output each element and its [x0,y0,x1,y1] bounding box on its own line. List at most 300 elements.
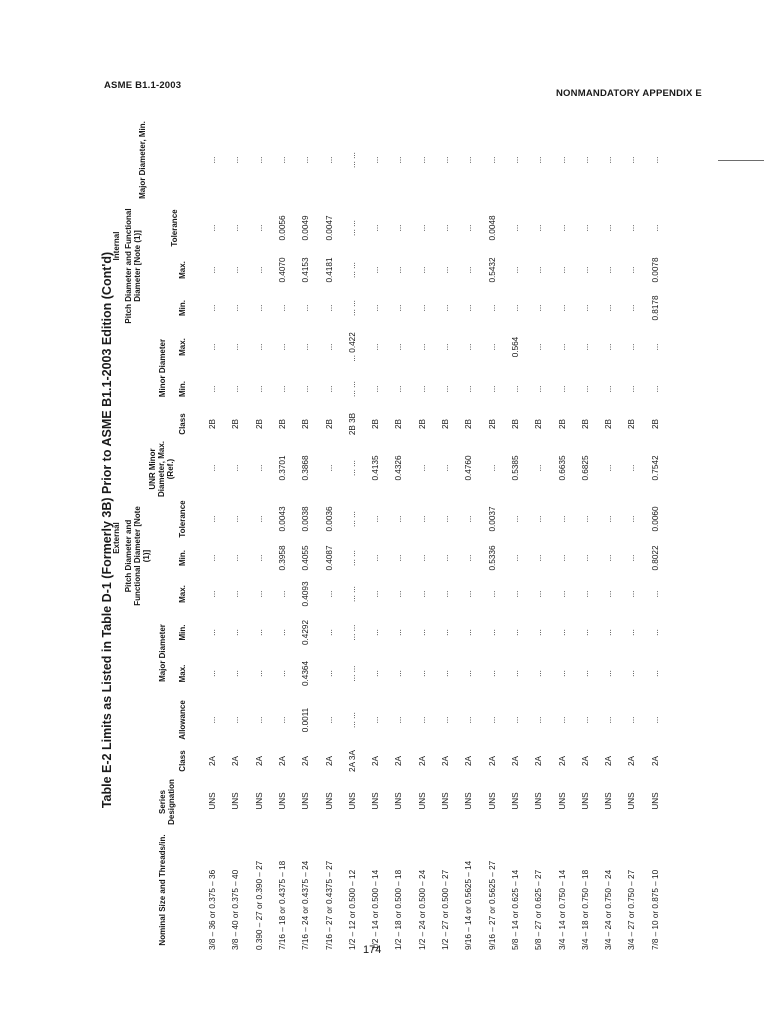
cell-epd-tol: 0.0036 [324,506,334,532]
cell-epd-max: 0.4093 [301,581,311,607]
cell-emaj-max: ... [580,670,590,677]
cell-imin-max: ... [277,343,287,351]
cell-ipd-max: ... [441,266,450,274]
cell-cls: 2A 3A [347,750,357,772]
cell-icls: 2B [534,419,544,430]
cell-imin-max: ... [580,343,590,351]
cell-nominal: 7/8 – 10 or 0.875 – 10 [650,869,660,950]
sub-int-minor-max: Max. [178,338,187,356]
cell-epd-max: ... [394,590,404,598]
cell-imin-min: ... ... [347,381,357,397]
sub-int-pd-max: Max. [178,261,187,279]
cell-imaj-min: ... [464,156,474,164]
cell-epd-min: ... [231,554,241,562]
page-number: 174 [363,944,382,956]
cell-epd-tol: ... [371,515,381,523]
document-header-right: NONMANDATORY APPENDIX E [556,88,702,99]
cell-icls: 2B [464,419,474,430]
cell-icls: 2B [580,419,590,430]
cell-imin-max: ... [557,343,567,351]
margin-rule [718,160,764,161]
cell-cls: 2A [301,756,311,767]
cell-unr: 0.3701 [277,455,287,481]
cell-series: UNS [254,792,264,810]
cell-epd-min: ... [441,554,450,562]
cell-allow: ... [604,716,614,724]
cell-epd-max: ... [464,590,474,598]
cell-series: UNS [464,792,474,810]
cell-epd-tol: ... [557,515,567,523]
cell-allow: ... [464,716,474,724]
cell-cls: 2A [464,756,474,767]
cell-allow: 0.0011 [301,707,311,733]
cell-nominal: 9/16 – 14 or 0.5625 – 14 [464,860,474,950]
cell-cls: 2A [441,756,450,767]
cell-emaj-max: 0.4364 [301,660,311,687]
cell-ipd-max: ... ... [347,262,357,278]
cell-ipd-max: ... [394,266,404,274]
cell-epd-min: ... [557,554,567,562]
cell-allow: ... [394,716,404,724]
cell-icls: 2B [487,419,497,430]
cell-epd-max: ... [254,590,264,598]
cell-epd-min: ... ... [347,550,357,566]
cell-imin-min: ... [604,385,614,393]
cell-unr: ... [487,464,497,472]
cell-ipd-tol: 0.0047 [324,215,334,241]
cell-imaj-min: ... [487,156,497,164]
cell-nominal: 3/4 – 24 or 0.750 – 24 [604,869,614,950]
cell-ipd-max: ... [604,266,614,274]
cell-emaj-max: ... [417,670,427,677]
cell-emaj-min: ... [464,629,474,636]
cell-imaj-min: ... [301,156,311,164]
cell-allow: ... [417,716,427,724]
cell-unr: 0.5385 [510,455,520,481]
header-series: Series Designation [158,779,176,825]
cell-ipd-max: ... [371,266,381,274]
cell-allow: ... [231,716,241,724]
cell-ipd-tol: ... [510,224,520,232]
cell-imin-max: ... [604,343,614,351]
cell-unr: 0.4760 [464,455,474,481]
cell-cls: 2A [604,756,614,767]
cell-ipd-tol: ... [650,224,660,232]
cell-cls: 2A [487,756,497,767]
cell-imaj-min: ... [534,156,544,164]
cell-imin-min: ... [441,385,450,393]
cell-emaj-max: ... [510,670,520,677]
cell-cls: 2A [534,756,544,767]
cell-nominal: 1/2 – 18 or 0.500 – 18 [394,869,404,950]
cell-epd-min: ... [510,554,520,562]
cell-imin-max: ... [208,343,217,351]
cell-series: UNS [301,792,311,810]
cell-cls: 2A [557,756,567,767]
cell-emaj-min: ... [627,629,637,636]
cell-unr: ... [417,464,427,472]
cell-epd-tol: ... [231,515,241,523]
cell-epd-max: ... [231,590,241,598]
cell-emaj-min: ... [231,629,241,636]
cell-series: UNS [208,792,217,810]
cell-imin-min: ... [277,385,287,393]
cell-epd-tol: 0.0043 [277,506,287,532]
cell-allow: ... [557,716,567,724]
header-external: External [112,522,121,554]
cell-series: UNS [371,792,381,810]
cell-series: UNS [347,792,357,810]
cell-ipd-min: ... [464,304,474,312]
cell-icls: 2B [371,419,381,430]
header-internal: Internal [112,231,121,261]
cell-ipd-max: ... [557,266,567,274]
cell-ipd-tol: 0.0049 [301,215,311,241]
cell-epd-tol: ... ... [347,511,357,527]
cell-epd-min: ... [464,554,474,562]
cell-emaj-max: ... [650,670,660,677]
cell-nominal: 9/16 – 27 or 0.5625 – 27 [487,860,497,950]
header-class: Class [178,750,187,772]
cell-emaj-max: ... [324,670,334,677]
cell-emaj-min: ... [580,629,590,636]
cell-epd-tol: 0.0060 [650,506,660,532]
cell-emaj-min: ... [371,629,381,636]
cell-ipd-max: ... [231,266,241,274]
cell-imin-max: ... [301,343,311,351]
cell-cls: 2A [580,756,590,767]
cell-icls: 2B 3B [347,412,357,436]
cell-series: UNS [510,792,520,810]
cell-emaj-max: ... [371,670,381,677]
cell-emaj-max: ... [394,670,404,677]
table-title: Table E-2 Limits as Listed in Table D-1 (Formerly 3B) Prior to ASME B1.1-2003 Edition (Cont'd) [100,251,114,809]
cell-emaj-max: ... [231,670,241,677]
cell-nominal: 3/4 – 27 or 0.750 – 27 [627,869,637,950]
cell-imin-max: ... [487,343,497,351]
cell-epd-max: ... [510,590,520,598]
header-unr-minor: UNR Minor Diameter, Max. (Ref.) [148,440,175,498]
cell-epd-min: 0.5336 [487,545,497,571]
cell-emaj-min: ... [534,629,544,636]
cell-ipd-min: ... [557,304,567,312]
cell-ipd-min: ... [510,304,520,312]
cell-imin-max: ... [650,343,660,351]
cell-allow: ... [580,716,590,724]
cell-unr: 0.4135 [371,455,381,481]
cell-icls: 2B [417,419,427,430]
cell-ipd-min: ... [277,304,287,312]
cell-imaj-min: ... [604,156,614,164]
cell-cls: 2A [371,756,381,767]
cell-epd-max: ... [277,590,287,598]
cell-icls: 2B [324,419,334,430]
cell-epd-max: ... [627,590,637,598]
cell-unr: 0.3868 [301,455,311,481]
cell-epd-min: 0.3958 [277,545,287,571]
cell-imin-max: ... [441,343,450,351]
cell-unr: ... [441,464,450,472]
cell-ipd-tol: ... [254,224,264,232]
cell-epd-tol: ... [417,515,427,523]
cell-imin-max: ... 0.422 [347,332,357,362]
cell-allow: ... [277,716,287,724]
cell-allow: ... ... [347,712,357,728]
cell-emaj-max: ... [534,670,544,677]
cell-ipd-min: ... [208,304,217,312]
cell-cls: 2A [394,756,404,767]
cell-imin-max: ... [464,343,474,351]
cell-ipd-tol: ... [441,224,450,232]
cell-imin-min: ... [417,385,427,393]
cell-nominal: 1/2 – 27 or 0.500 – 27 [441,869,450,950]
cell-imin-min: ... [534,385,544,393]
cell-series: UNS [417,792,427,810]
cell-ipd-tol: 0.0048 [487,215,497,241]
cell-ipd-tol: ... [534,224,544,232]
cell-emaj-min: ... [417,629,427,636]
cell-emaj-min: ... [324,629,334,636]
cell-imin-min: ... [627,385,637,393]
cell-ipd-tol: ... [394,224,404,232]
cell-ipd-min: ... [394,304,404,312]
header-int-class: Class [178,413,187,435]
cell-ipd-tol: ... [208,224,217,232]
cell-nominal: 5/8 – 27 or 0.625 – 27 [534,869,544,950]
cell-ipd-tol: ... [557,224,567,232]
cell-ipd-min: ... [417,304,427,312]
cell-cls: 2A [231,756,241,767]
cell-icls: 2B [441,419,450,430]
cell-ipd-min: ... [604,304,614,312]
cell-series: UNS [627,792,637,810]
cell-imin-min: ... [324,385,334,393]
cell-ipd-max: 0.4070 [277,257,287,283]
cell-nominal: 1/2 – 24 or 0.500 – 24 [417,869,427,950]
cell-ipd-min: ... [580,304,590,312]
sub-int-minor-min: Min. [178,381,187,397]
cell-epd-tol: ... [604,515,614,523]
cell-ipd-max: ... [627,266,637,274]
cell-epd-tol: ... [208,515,217,523]
cell-imin-min: ... [487,385,497,393]
cell-epd-max: ... [580,590,590,598]
cell-epd-tol: ... [534,515,544,523]
cell-ipd-min: ... [441,304,450,312]
sub-ext-pd-min: Min. [178,550,187,566]
cell-emaj-min: ... [441,629,450,636]
cell-icls: 2B [254,419,264,430]
cell-epd-max: ... [534,590,544,598]
cell-unr: 0.6825 [580,455,590,481]
cell-epd-max: ... [324,590,334,598]
cell-ipd-min: ... [231,304,241,312]
cell-ipd-max: ... [534,266,544,274]
cell-series: UNS [277,792,287,810]
cell-emaj-min: ... [487,629,497,636]
cell-imin-min: ... [394,385,404,393]
cell-emaj-max: ... [254,670,264,677]
cell-ipd-tol: ... [580,224,590,232]
cell-cls: 2A [277,756,287,767]
cell-imaj-min: ... [208,156,217,164]
cell-icls: 2B [231,419,241,430]
cell-unr: ... [604,464,614,472]
cell-series: UNS [441,792,450,810]
cell-ipd-tol: ... [231,224,241,232]
cell-epd-tol: ... [510,515,520,523]
cell-epd-min: 0.4055 [301,545,311,571]
cell-imin-max: ... [534,343,544,351]
cell-nominal: 3/4 – 18 or 0.750 – 18 [580,869,590,950]
cell-allow: ... [627,716,637,724]
cell-imaj-min: ... [557,156,567,164]
cell-imaj-min: ... [394,156,404,164]
cell-ipd-min: ... [627,304,637,312]
cell-imaj-min: ... [510,156,520,164]
header-nominal-size: Nominal Size and Threads/in. [158,834,167,946]
cell-ipd-max: ... [580,266,590,274]
cell-unr: 0.4326 [394,455,404,481]
cell-icls: 2B [277,419,287,430]
cell-emaj-max: ... [557,670,567,677]
cell-series: UNS [557,792,567,810]
cell-ipd-max: 0.0078 [650,257,660,283]
cell-allow: ... [510,716,520,724]
cell-icls: 2B [301,419,311,430]
cell-emaj-min: ... [394,629,404,636]
cell-epd-max: ... [371,590,381,598]
cell-epd-tol: ... [627,515,637,523]
cell-epd-tol: ... [394,515,404,523]
cell-unr: 0.7542 [650,455,660,481]
cell-unr: ... [627,464,637,472]
cell-nominal: 7/16 – 24 or 0.4375 – 24 [301,860,311,950]
cell-nominal: 1/2 – 12 or 0.500 – 12 [347,869,357,950]
cell-series: UNS [324,792,334,810]
cell-unr: ... [534,464,544,472]
cell-imin-min: ... [510,385,520,393]
sub-ext-pd-max: Max. [178,585,187,603]
cell-imin-max: ... [371,343,381,351]
cell-epd-min: ... [417,554,427,562]
cell-ipd-tol: ... [371,224,381,232]
cell-epd-tol: 0.0037 [487,506,497,532]
cell-nominal: 3/8 – 40 or 0.375 – 40 [231,869,241,950]
cell-icls: 2B [604,419,614,430]
cell-nominal: 5/8 – 14 or 0.625 – 14 [510,869,520,950]
cell-epd-min: ... [394,554,404,562]
cell-emaj-max: ... [441,670,450,677]
rotated-table [100,110,686,950]
cell-imin-max: ... [627,343,637,351]
cell-epd-tol: ... [464,515,474,523]
cell-emaj-max: ... [277,670,287,677]
cell-imaj-min: ... [371,156,381,164]
cell-imin-min: ... [254,385,264,393]
cell-allow: ... [371,716,381,724]
cell-epd-min: 0.4087 [324,545,334,571]
cell-unr: 0.6635 [557,455,567,481]
sub-ext-pd-tol: Tolerance [178,500,187,538]
cell-epd-max: ... ... [347,586,357,602]
cell-icls: 2B [650,419,660,430]
cell-nominal: 0.390 – 27 or 0.390 – 27 [254,860,264,950]
cell-unr: ... [254,464,264,472]
cell-epd-min: ... [534,554,544,562]
header-ext-pitch-diameter: Pitch Diameter and Functional Diameter [Note (1)] [124,506,151,606]
cell-nominal: 3/4 – 14 or 0.750 – 14 [557,869,567,950]
cell-epd-min: ... [208,554,217,562]
cell-emaj-min: ... [650,629,660,636]
cell-imin-min: ... [208,385,217,393]
cell-allow: ... [254,716,264,724]
cell-imaj-min: ... [277,156,287,164]
cell-imin-min: ... [231,385,241,393]
cell-ipd-tol: ... [627,224,637,232]
cell-emaj-max: ... [464,670,474,677]
cell-epd-max: ... [487,590,497,598]
cell-emaj-min: ... [557,629,567,636]
cell-emaj-max: ... [604,670,614,677]
cell-emaj-min: ... ... [347,624,357,641]
cell-unr: ... [324,464,334,472]
cell-series: UNS [650,792,660,810]
cell-series: UNS [580,792,590,810]
cell-imaj-min: ... [231,156,241,164]
cell-series: UNS [534,792,544,810]
header-allowance: Allowance [178,700,187,740]
cell-ipd-tol: ... [417,224,427,232]
cell-icls: 2B [394,419,404,430]
cell-nominal: 3/8 – 36 or 0.375 – 36 [208,869,217,950]
cell-cls: 2A [208,756,217,767]
cell-epd-max: ... [441,590,450,598]
cell-epd-min: ... [627,554,637,562]
cell-epd-max: ... [557,590,567,598]
cell-imin-max: ... [324,343,334,351]
header-int-major-min: Major Diameter, Min. [138,121,147,199]
cell-ipd-max: ... [417,266,427,274]
cell-imaj-min: ... [254,156,264,164]
cell-imin-min: ... [650,385,660,393]
cell-imin-min: ... [371,385,381,393]
cell-icls: 2B [510,419,520,430]
cell-allow: ... [534,716,544,724]
cell-emaj-max: ... [487,670,497,677]
cell-imaj-min: ... ... [347,152,357,168]
cell-cls: 2A [627,756,637,767]
cell-unr: ... ... [347,460,357,476]
cell-emaj-max: ... [208,670,217,677]
cell-series: UNS [231,792,241,810]
cell-ipd-min: ... [487,304,497,312]
cell-ipd-tol: 0.0056 [277,215,287,241]
header-int-minor-diameter: Minor Diameter [158,338,167,398]
cell-series: UNS [604,792,614,810]
cell-imaj-min: ... [441,156,450,164]
cell-ipd-max: 0.4181 [324,257,334,283]
cell-epd-min: ... [254,554,264,562]
cell-emaj-min: ... [277,629,287,636]
cell-series: UNS [394,792,404,810]
cell-emaj-min: ... [208,629,217,636]
cell-imin-min: ... [301,385,311,393]
cell-epd-min: ... [580,554,590,562]
cell-imaj-min: ... [580,156,590,164]
cell-ipd-max: ... [510,266,520,274]
cell-cls: 2A [650,756,660,767]
